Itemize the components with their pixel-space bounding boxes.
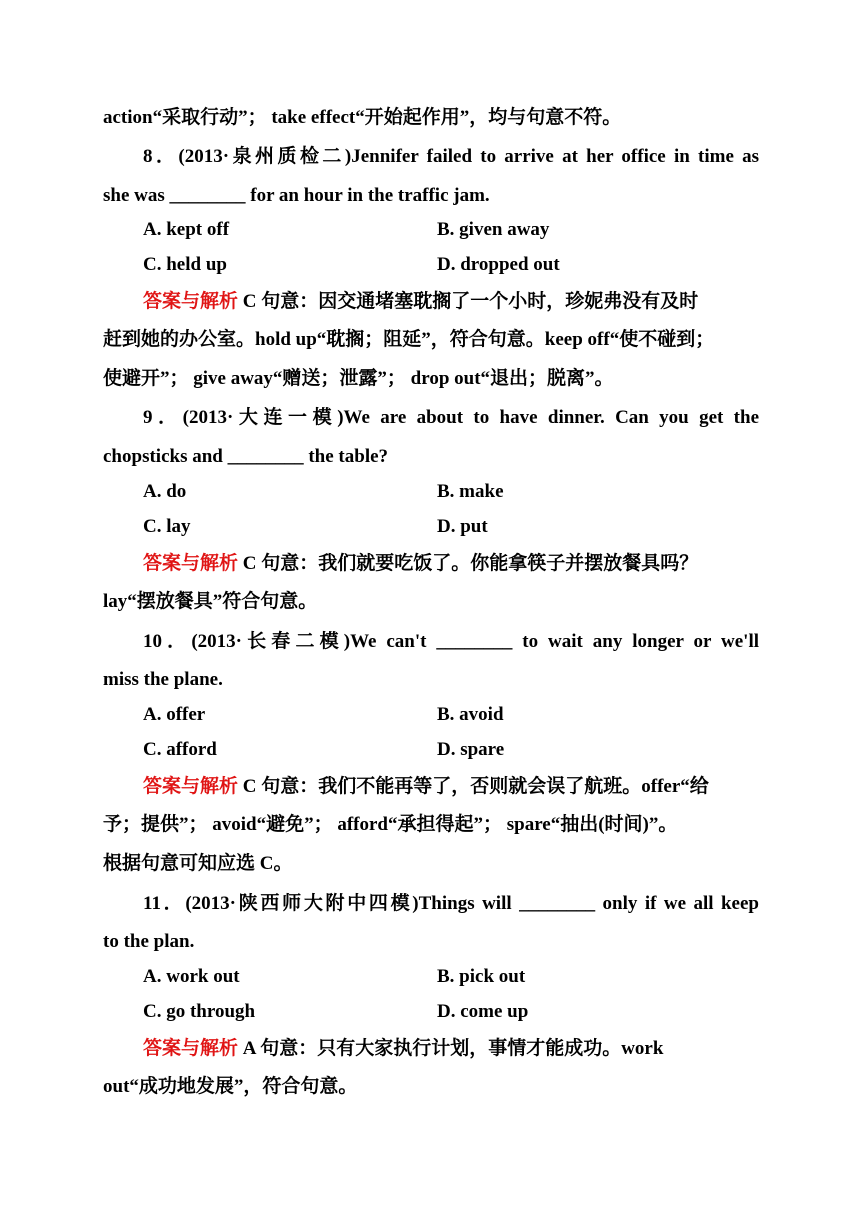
- question-10-stem: 10．(2013·长春二模)We can't ________ to wait any longer or we'll: [143, 631, 759, 652]
- q11-option-d: D. come up: [437, 1001, 529, 1022]
- q11-option-a: A. work out: [143, 966, 240, 987]
- q10-option-a: A. offer: [143, 704, 206, 725]
- question-9-stem: 9．(2013·大连一模)We are about to have dinner. Can you get the: [143, 407, 759, 428]
- q8-option-b: B. given away: [437, 219, 550, 240]
- q9-answer-line: [143, 550, 759, 576]
- answer-label: 答案与解析: [143, 552, 239, 574]
- q8-option-a: A. kept off: [143, 219, 230, 240]
- q8-option-c: C. held up: [143, 254, 227, 275]
- answer-text: C 句意：我们不能再等了，否则就会误了航班。offer“给: [238, 776, 709, 797]
- q8-answer-cont: 赶到她的办公室。hold up“耽搁；阻延”，符合句意。keep off“使不碰到；: [103, 329, 715, 350]
- answer-label: 答案与解析: [143, 775, 239, 797]
- q9-option-c: C. lay: [143, 516, 191, 537]
- q10-answer-line: [143, 773, 759, 799]
- q8-answer-line: [143, 288, 759, 314]
- q9-option-a: A. do: [143, 481, 187, 502]
- question-9-stem-cont: chopsticks and ________ the table?: [103, 446, 389, 467]
- q9-option-b: B. make: [437, 481, 504, 502]
- text-line: action“采取行动”； take effect“开始起作用”，均与句意不符。: [103, 107, 622, 128]
- q10-option-d: D. spare: [437, 739, 505, 760]
- q11-option-b: B. pick out: [437, 966, 526, 987]
- q8-answer-cont: 使避开”； give away“赠送；泄露”； drop out“退出；脱离”。: [103, 368, 614, 389]
- question-10-stem-cont: miss the plane.: [103, 669, 223, 690]
- q10-option-c: C. afford: [143, 739, 217, 760]
- answer-text: C 句意：我们就要吃饭了。你能拿筷子并摆放餐具吗？: [238, 553, 699, 574]
- question-11-stem: 11．(2013·陕西师大附中四模)Things will ________ only if we all keep: [143, 893, 759, 914]
- question-11-stem-cont: to the plan.: [103, 931, 195, 952]
- q9-answer-cont: lay“摆放餐具”符合句意。: [103, 591, 318, 612]
- q10-option-b: B. avoid: [437, 704, 504, 725]
- question-8-stem-cont: she was ________ for an hour in the traffic jam.: [103, 185, 490, 206]
- q11-answer-cont: out“成功地发展”，符合句意。: [103, 1076, 358, 1097]
- q9-option-d: D. put: [437, 516, 488, 537]
- answer-label: 答案与解析: [143, 1037, 239, 1059]
- q11-option-c: C. go through: [143, 1001, 256, 1022]
- answer-text: A 句意：只有大家执行计划，事情才能成功。work: [238, 1038, 664, 1059]
- answer-label: 答案与解析: [143, 290, 239, 312]
- q11-answer-line: [143, 1035, 759, 1061]
- q8-option-d: D. dropped out: [437, 254, 560, 275]
- q10-answer-cont: 予；提供”； avoid“避免”； afford“承担得起”； spare“抽出(时间)”。: [103, 814, 678, 835]
- question-8-stem: 8．(2013·泉州质检二)Jennifer failed to arrive at her office in time as: [143, 146, 759, 167]
- q10-answer-cont: 根据句意可知应选 C。: [103, 853, 293, 874]
- answer-text: C 句意：因交通堵塞耽搁了一个小时，珍妮弗没有及时: [238, 291, 699, 312]
